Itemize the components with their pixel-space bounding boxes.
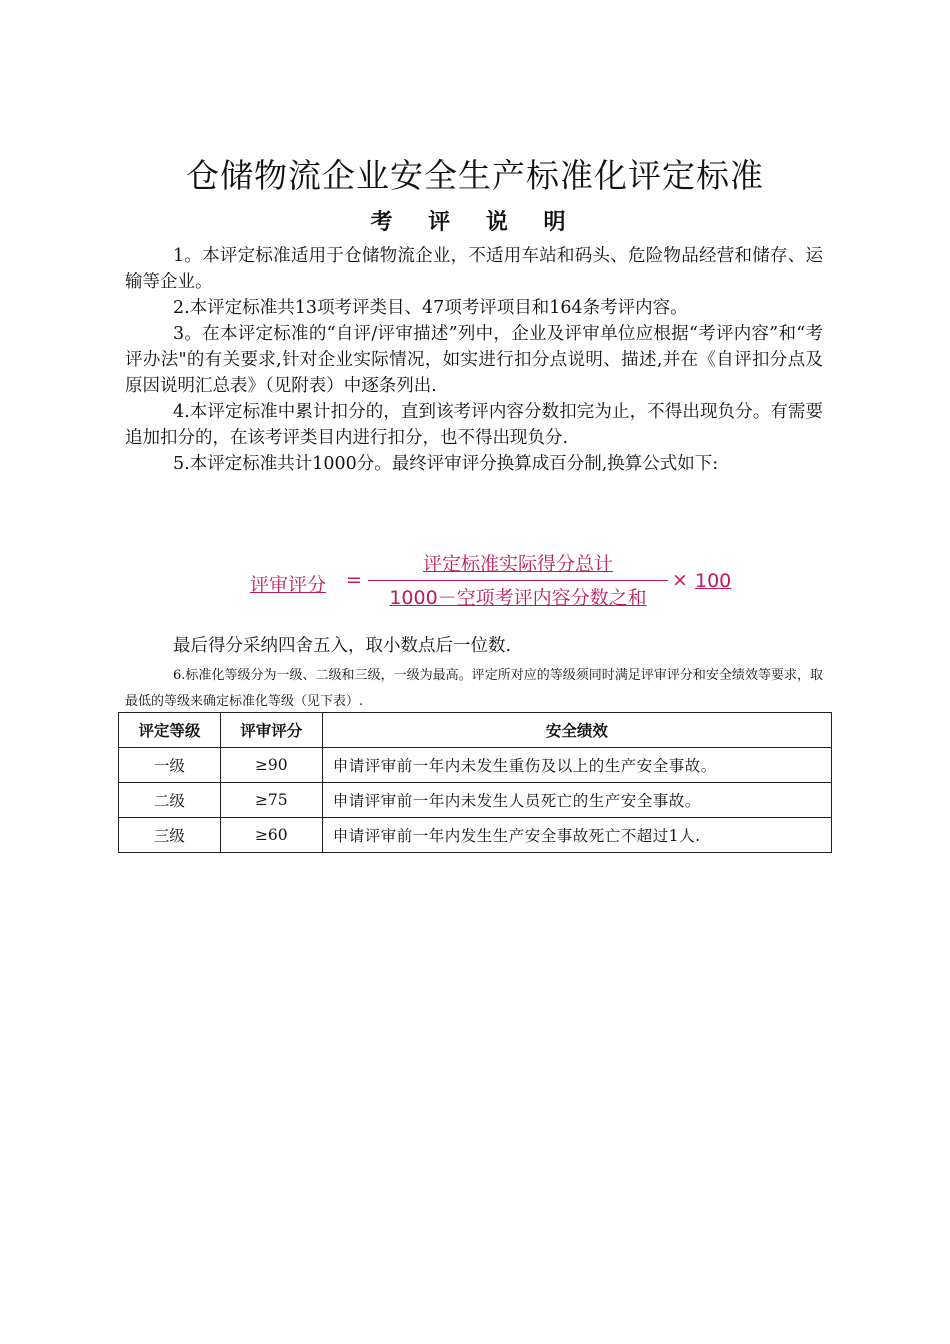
- formula-numerator: 评定标准实际得分总计: [422, 553, 613, 575]
- paragraph-4: 4.本评定标准中累计扣分的，直到该考评内容分数扣完为止，不得出现负分。有需要追加扣分的，在该考评类目内进行扣分，也不得出现负分.: [125, 402, 823, 448]
- safety-cell: 申请评审前一年内未发生重伤及以上的生产安全事故。: [322, 748, 831, 783]
- paragraph-1: 1。本评定标准适用于仓储物流企业，不适用车站和码头、危险物品经营和储存、运输等企业。: [125, 246, 823, 292]
- paragraph-3: 3。在本评定标准的“自评/评审描述”列中，企业及评审单位应根据“考评内容”和“考评办法"的有关要求,针对企业实际情况，如实进行扣分点说明、描述,并在《自评扣分点及原因说明汇总表》（见附表）中逐条列出.: [125, 324, 823, 396]
- fraction-bar: [368, 580, 668, 581]
- table-header-row: [119, 713, 832, 748]
- formula-fraction: [368, 550, 668, 612]
- grade-note: 6.标准化等级分为一级、二级和三级，一级为最高。评定所对应的等级须同时满足评审评分和安全绩效等要求，取最低的等级来确定标准化等级（见下表）.: [125, 668, 823, 709]
- table-row: [119, 783, 832, 818]
- table-row: [119, 748, 832, 783]
- paragraph-5: 5.本评定标准共计1000分。最终评审评分换算成百分制,换算公式如下:: [173, 454, 719, 474]
- safety-cell: 申请评审前一年内发生生产安全事故死亡不超过1人.: [322, 818, 831, 853]
- score-cell: ≥60: [220, 818, 322, 853]
- grade-cell: 一级: [119, 748, 221, 783]
- safety-cell: 申请评审前一年内未发生人员死亡的生产安全事故。: [322, 783, 831, 818]
- formula-lhs: 评审评分: [250, 574, 327, 596]
- document-title: 仓储物流企业安全生产标准化评定标准: [186, 156, 764, 195]
- instructions-body: [125, 243, 823, 477]
- formula-multiplier: 100: [695, 570, 732, 592]
- grade-cell: 三级: [119, 818, 221, 853]
- header-safety: 安全绩效: [322, 713, 831, 748]
- formula-times: ×: [672, 569, 688, 591]
- score-cell: ≥90: [220, 748, 322, 783]
- grade-table: [118, 712, 832, 853]
- score-formula: [250, 550, 750, 614]
- header-score: 评审评分: [220, 713, 322, 748]
- formula-denominator: 1000－空项考评内容分数之和: [389, 587, 647, 609]
- table-row: [119, 818, 832, 853]
- formula-equals: =: [346, 569, 362, 591]
- section-subtitle: 考 评 说 明: [370, 210, 580, 235]
- header-grade: 评定等级: [119, 713, 221, 748]
- grade-cell: 二级: [119, 783, 221, 818]
- paragraph-2: 2.本评定标准共13项考评类目、47项考评项目和164条考评内容。: [173, 298, 688, 318]
- rounding-note: 最后得分采纳四舍五入，取小数点后一位数.: [173, 636, 512, 656]
- score-cell: ≥75: [220, 783, 322, 818]
